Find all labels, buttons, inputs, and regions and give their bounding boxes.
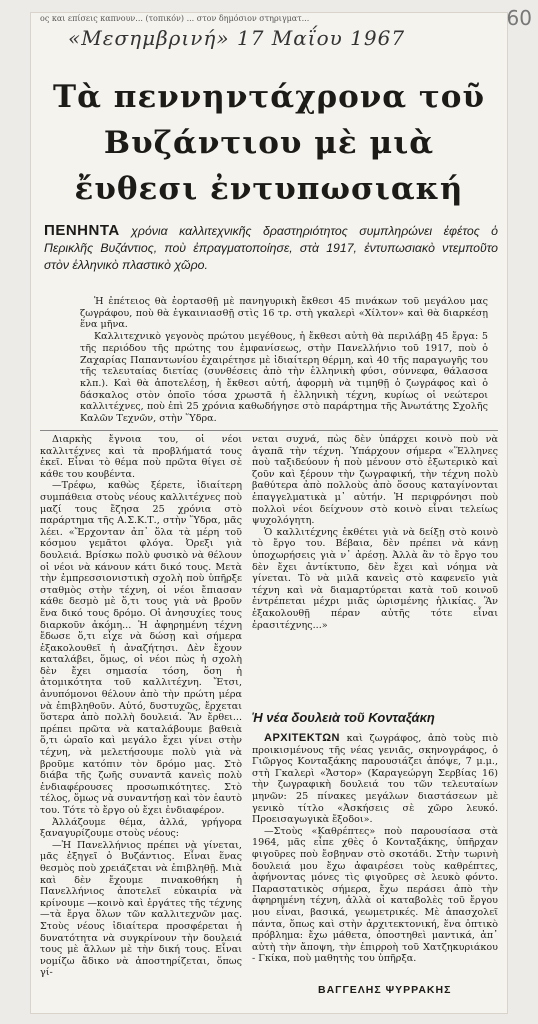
body-paragraph: —Ἡ Πανελλήνιος πρέπει νὰ γίνεται, μᾶς ἐξηγεῖ ὁ Βυζάντιος. Εἶναι ἕνας θεσμὸς ποὺ χρειάζεται νὰ ἐπιβληθῇ. Μιὰ καὶ δὲν ἔχουμε πινακοθήκη ἡ Πανελλήνιος ἀποτελεῖ εὐκαιρία νὰ κρίνουμε —κοινὸ καὶ ἐργάτες τῆς τέχνης —τὰ ἔργα ὅλων τῶν καλλιτεχνῶν μας. Στοὺς νέους ἰδιαίτερα προσφέρεται ἡ δυνατότητα νὰ συγκρίνουν τὴν δουλειά τους μὲ ἄλλων μὲ τὴν δική τους. Εἶναι νομίζω ἄδικο νὰ ἀποστηρίζεται, ὅπως γί-	[40, 839, 242, 979]
headline-line: Τὰ πεννηντάχρονα τοῦ	[53, 79, 485, 115]
body-paragraph: —Τρέφω, καθὼς ξέρετε, ἰδιαίτερη συμπάθεια στοὺς νέους καλλιτέχνες ποὺ μαζί τους ἔζησα 25 χρόνια στὸ παράρτημα τῆς Α.Σ.Κ.Τ., στὴν Ὕδρα, μᾶς λέει. «Ἔρχονταν ἀπ᾽ ὅλα τὰ μέρη τοῦ κόσμου γεμᾶτοι φλόγα. Ὀρεξι γιὰ δουλειά. Βρίσκω πολὺ φυσικὸ νὰ θέλουν οἱ νέοι νὰ κάνουν κάτι δικό τους. Μετὰ τὴν ἐμπρεσσιονιστικὴ σχολὴ ποὺ ὑπῆρξε σταθμὸς στὴν τέχνη, οἱ νέοι ἔπιασαν κάθε δεσμὸ μὲ ὅ,τι τους γιὰ νὰ βροῦν ἕνα δικό τους δρόμο. Οἱ ἀνησυχίες τους διαρκοῦν ἀκόμη... Ἡ ἀφηρημένη τέχνη ἔδωσε ὅ,τι εἶχε νὰ δώσῃ καὶ σήμερα ἐξακολουθεῖ ἡ ἀναζήτησι. Δὲν ἔχουν καταλάβει, ὅμως, οἱ νέοι πὼς ἡ σχολὴ δὲν ἔχει σημασία τόση, ὅση ἡ ἀτομικότητα τοῦ καλλιτέχνη. Ἔτσι, ἀνυπόμονοι θέλουν ἀπὸ τὴν πρώτη μέρα νὰ ἐπιβληθοῦν. Αὐτό, δυστυχῶς, ἔρχεται ὕστερα ἀπὸ πολλὴ δουλειά. Ἂν ἔρθει... πρέπει πρῶτα νὰ καταλάβουμε βαθειὰ ὅ,τι ὡραῖο καὶ μεγάλο ἔχει γίνει στὴν τέχνη, νὰ μελετήσουμε πολὺ γιὰ νὰ βροῦμε κατόπιν τὸν δρόμο μας. Στὸ διάβα τῆς ζωῆς συναντᾶ κανεὶς πολὺ ἐνδιαφέρουσες προσωπικότητες. Στὸ τέλος, ὅμως νὰ συναντήσῃ καὶ τὸν ἑαυτὸ του. Τότε τὸ ἔργο οὐ ἔχει ἐνδιαφέρον.	[40, 480, 242, 816]
body-paragraph: —Στοὺς «Καθρέπτες» ποὺ παρουσίασα στὰ 1964, μᾶς εἶπε χθὲς ὁ Κονταξάκης, ὑπῆρχαν φιγοῦρες ποὺ ἔσβηναν στὸ σκοτάδι. Στὴν τωρινὴ δουλειά μου ἔχω ἀφαιρέσει τοὺς καθρέπτες, ἀφήνοντας μόνες τὶς φιγοῦρες σὲ λευκὸ φόντο. Παραστατικὸς σήμερα, ἔχω περάσει ἀπὸ τὴν ἀφηρημένη τέχνη, ἀλλὰ οἱ καταβολὲς τοῦ ἔργου μου εἶναι, βασικά, γεωμετρικές. Μὲ ἀπασχολεῖ πάντα, ὅπως καὶ στὴν ἀρχιτεκτονική, ἕνα ὀπτικὸ πρόβλημα: ἔχω μάθετα, ὁποστηθεὶ μαντικά, ἀπ᾽ αὐτὴ τὴν ἄποψη, τὴν ἐπιρροὴ τοῦ Χατζηκυριάκου - Γκίκα, ποὺ μαθητὴς του ὑπῆρξα.	[252, 825, 498, 965]
body-paragraph: Διαρκὴς ἔγνοια του, οἱ νέοι καλλιτέχνες καὶ τὰ προβλήματά τους ἐκεῖ. Εἶναι τὸ θέμα ποὺ πρῶτα θίγει σὲ κάθε του κουβέντα.	[40, 434, 242, 480]
right-column	[252, 434, 498, 631]
body-paragraph: Ὁ καλλιτέχνης ἐκθέτει γιὰ νὰ δείξῃ στὸ κοινὸ τὸ ἔργο του. Βέβαια, δὲν πρέπει νὰ κάνῃ ὑποχωρήσεις γιὰ ν᾽ ἀρέσῃ. Ἀλλὰ ἂν τὸ ἔργο του δὲν ἔχει ἀντίκτυπο, δὲν ἔχει καὶ νόημα νὰ γίνεται. Τὸ νὰ μιλᾶ κανεὶς στὸ καφενεῖο γιὰ τέχνη καὶ νὰ διαμαρτύρεται κατὰ τοῦ κοινοῦ ἐντρέπεται μέχρι μιᾶς ὡρισμένης ἡλικίας. Ἂν ἐξακολουθῇ πέραν αὐτῆς τότε εἶναι ἐρασιτέχνης...»	[252, 526, 498, 631]
headline-line: ἔυθεσι ἐντυπωσιακή	[74, 171, 464, 207]
lead-paragraph	[44, 222, 498, 275]
lead-text: χρόνια καλλιτεχνικῆς δραστηριότητος συμπληρώνει ἐφέτος ὁ Περικλῆς Βυζάντιος, ποὺ ἐπραγματοποίησε, στὰ 1917, ἐντυπωσιακὸ ντεμποῦτο στὸν ἑλληνικὸ πλαστικὸ χῶρο.	[44, 224, 498, 273]
lead-dropcap: ΠΕΝΗΝΤΑ	[44, 222, 120, 239]
page-number: 60	[506, 6, 532, 30]
clipping-top-strip: ος και επίσεις καπνουν... (τοπικόν) ... στον δημόσιον στηριγματ...	[40, 14, 310, 23]
body-paragraph	[252, 733, 498, 826]
body-paragraph: Ἀλλάζουμε θέμα, ἀλλά, γρήγορα ξαναγυρίζουμε στοὺς νέους:	[40, 816, 242, 840]
handwritten-source-note: «Μεσημβρινή» 17 Μαΐου 1967	[68, 26, 406, 50]
subheading: Ἡ νέα δουλειὰ τοῦ Κονταξάκη	[252, 710, 435, 725]
intro-paragraph: Καλλιτεχνικὸ γεγονὸς πρώτου μεγέθους, ἡ ἔκθεσι αὐτὴ θὰ περιλάβῃ 45 ἔργα: 5 τῆς περιόδου τῆς πρώτης του ἐμφανίσεως, στὴν Πανελλήνιο τοῦ 1917, ποὺ ὁ Ζαχαρίας Παπαντωνίου ἐχαιρέτησε μὲ ἰδιαίτερη θέρμη, καὶ 40 τῆς παραγωγῆς του τῆς τελευταίας διετίας (συνθέσεις ἀπὸ τὴν ἑλληνικὴ φύσι, σύννεφα, θάλασσα κλπ.). Καὶ θὰ ἀποτελέσῃ, ἡ ἔκθεσι αὐτή, ἀφορμὴ νὰ τιμηθῇ ὁ ζωγράφος καὶ ὁ δάσκαλος στὸν ὁποῖο τόσα χρωστᾶ ἡ ἑλληνικὴ τέχνη, κυρίως οἱ νεώτεροι καλλιτέχνες, ποὺ ἐπὶ 25 χρόνια καθωδήγησε στὸ παράρτημα τῆς Ἀνωτάτης Σχολῆς Καλῶν Τεχνῶν, στὴν Ὕδρα.	[80, 331, 488, 425]
right-column-second-article	[252, 733, 498, 965]
divider	[40, 430, 498, 431]
intro-block	[80, 296, 488, 425]
article-dropcap: ΑΡΧΙΤΕΚΤΩΝ	[264, 732, 340, 744]
intro-paragraph: Ἡ ἐπέτειος θὰ ἑορτασθῇ μὲ πανηγυρικὴ ἔκθεσι 45 πινάκων τοῦ μεγάλου μας ζωγράφου, ποὺ θὰ ἐγκαινιασθῇ στὶς 16 τρ. στὴ γκαλερὶ «Χίλτον» καὶ θὰ διαρκέσῃ ἕνα μῆνα.	[80, 296, 488, 331]
headline	[40, 74, 498, 212]
body-paragraph: νεται συχνά, πὼς δὲν ὑπάρχει κοινὸ ποὺ νὰ ἀγαπᾶ τὴν τέχνη. Ὑπάρχουν σήμερα «Ἕλληνες ποὺ ταξιδεύουν ἡ ποὺ μένουν στὸ ἐξωτερικὸ καὶ ζοῦν καὶ ξέρουν τὴν ζωγραφική, τὴν τέχνη πολὺ βαθύτερα ἀπὸ πολλοὺς ἀπὸ ὅσους καταγίνονται ἐπαγγελματικὰ μ᾽ αὐτήν. Ἡ περιφρόνησι ποὺ πολλοὶ νέοι δείχνουν στὸ κοινὸ εἶναι τελείως ψυχολόγητη.	[252, 434, 498, 527]
byline: ΒΑΓΓΕΛΗΣ ΨΥΡΡΑΚΗΣ	[318, 984, 452, 996]
headline-line: Βυζάντιου μὲ μιὰ	[103, 125, 435, 161]
article-text: καὶ ζωγράφος, ἀπὸ τοὺς πιὸ προικισμένους τῆς νέας γενιᾶς, σκηνογράφος, ὁ Γιῶργος Κονταξάκης παρουσιάζει ἀπόψε, 7 μ.μ., στὴ Γκαλερὶ «Ἄστορ» (Καραγεώργη Σερβίας 16) τὴν ζωγραφικὴ δουλειά του τῶν τελευταίων μηνῶν: 25 πίνακες μεγάλων διαστάσεων μὲ γενικὸ τίτλο «Ἀσκήσεις σὲ χῶρο λευκό. Προεισαγωγικὰ ἔξοδοι».	[252, 733, 498, 826]
left-column	[40, 434, 242, 979]
